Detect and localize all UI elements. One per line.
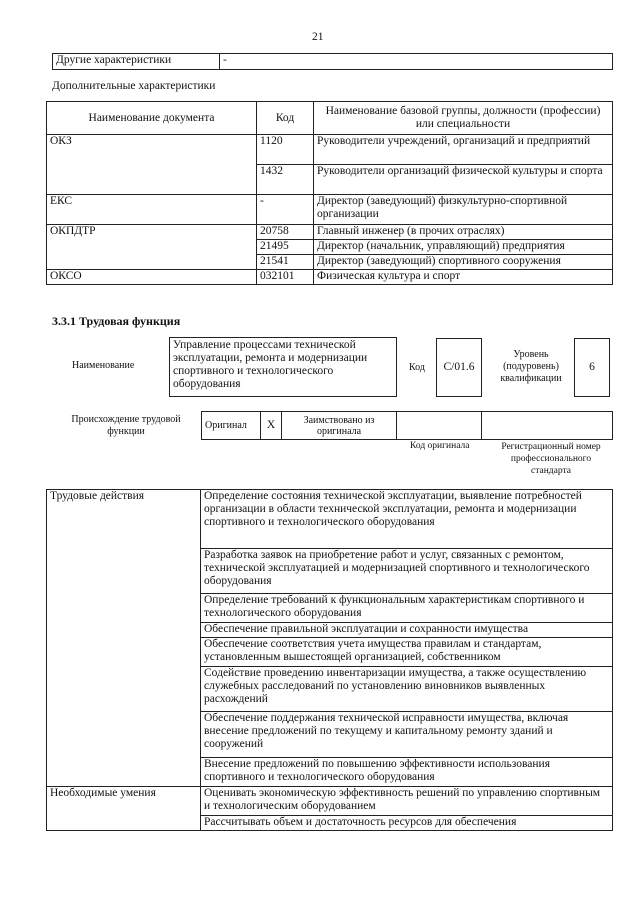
extra-characteristics-table: [46, 101, 613, 285]
labor-action: Внесение предложений по повышению эффективности использования спортивного и технологического оборудования: [201, 758, 613, 787]
table-cell: 032101: [257, 270, 314, 285]
table-cell: Директор (начальник, управляющий) предприятия: [314, 240, 613, 255]
table-row: [47, 270, 613, 285]
function-heading: 3.3.1 Трудовая функция: [52, 314, 181, 328]
code-label: Код: [409, 362, 425, 373]
required-skill: Рассчитывать объем и достаточность ресурсов для обеспечения: [201, 816, 613, 831]
table-cell: 21495: [257, 240, 314, 255]
qualification-level-label: Уровень (подуровень) квалификации: [500, 349, 562, 384]
table-cell: Руководители организаций физической культуры и спорта: [314, 165, 613, 195]
borrowed-label: Заимствовано из оригинала: [282, 412, 397, 440]
column-header: Код: [257, 102, 314, 135]
table-cell: Главный инженер (в прочих отраслях): [314, 225, 613, 240]
original-code-caption: Код оригинала: [410, 441, 470, 451]
labor-action: Обеспечение поддержания технической исправности имущества, включая внесение предложений по текущему и капитальному ремонту зданий и сооружений: [201, 712, 613, 758]
table-row: [47, 787, 613, 816]
registration-number-caption: Регистрационный номер профессионального стандарта: [501, 442, 601, 476]
original-code-cell: [397, 412, 482, 440]
code-value-box: C/01.6: [436, 338, 482, 397]
table-cell: 1432: [257, 165, 314, 195]
table-row: [47, 490, 613, 549]
table-cell: ЕКС: [47, 195, 257, 225]
labor-action: Содействие проведению инвентаризации имущества, а также осуществлению служебных расследований по установлению виновников выявленных расхождений: [201, 667, 613, 712]
other-characteristics-table: [52, 53, 613, 70]
registration-number-cell: [482, 412, 613, 440]
original-label: Оригинал: [202, 412, 261, 440]
table-header-row: [47, 102, 613, 135]
qualification-level-box: 6: [574, 338, 610, 397]
original-mark: X: [261, 412, 282, 440]
table-row: [47, 225, 613, 240]
table-cell: 20758: [257, 225, 314, 240]
page-number: 21: [312, 31, 324, 43]
table-row: [47, 195, 613, 225]
table-cell: Руководители учреждений, организаций и предприятий: [314, 135, 613, 165]
table-cell: ОКЗ: [47, 135, 257, 195]
column-header: Наименование базовой группы, должности (профессии) или специальности: [314, 102, 613, 135]
table-cell: Физическая культура и спорт: [314, 270, 613, 285]
table-cell: -: [257, 195, 314, 225]
origin-table: [201, 411, 613, 440]
table-cell: ОКСО: [47, 270, 257, 285]
table-cell: Директор (заведующий) спортивного сооружения: [314, 255, 613, 270]
table-cell: Директор (заведующий) физкультурно-спортивной организации: [314, 195, 613, 225]
function-name-label: Наименование: [72, 360, 135, 371]
other-characteristics-label: Другие характеристики: [53, 54, 220, 70]
labor-action: Обеспечение соответствия учета имущества правилам и стандартам, установленным вышестоящей организацией, собственником: [201, 638, 613, 667]
table-cell: ОКПДТР: [47, 225, 257, 270]
labor-action: Обеспечение правильной эксплуатации и сохранности имущества: [201, 623, 613, 638]
table-row: [47, 135, 613, 165]
labor-action: Определение состояния технической эксплуатации, выявление потребностей организации в области технической эксплуатации, ремонта и модернизации спортивного и технологического оборудования: [201, 490, 613, 549]
table-cell: 21541: [257, 255, 314, 270]
required-skill: Оценивать экономическую эффективность решений по управлению спортивным и технологическим оборудованием: [201, 787, 613, 816]
labor-action: Определение требований к функциональным характеристикам спортивного и технологического оборудования: [201, 594, 613, 623]
labor-table: [46, 489, 613, 831]
other-characteristics-value: -: [220, 54, 613, 70]
table-cell: 1120: [257, 135, 314, 165]
origin-label: Происхождение трудовой функции: [71, 414, 181, 437]
extra-characteristics-title: Дополнительные характеристики: [52, 80, 216, 92]
labor-actions-label: Трудовые действия: [47, 490, 201, 787]
column-header: Наименование документа: [47, 102, 257, 135]
function-name-box: Управление процессами технической эксплуатации, ремонта и модернизации спортивного и технологического оборудования: [169, 337, 397, 397]
required-skills-label: Необходимые умения: [47, 787, 201, 831]
labor-action: Разработка заявок на приобретение работ и услуг, связанных с ремонтом, технической эксплуатацией и модернизацией спортивного и технологического оборудования: [201, 549, 613, 594]
